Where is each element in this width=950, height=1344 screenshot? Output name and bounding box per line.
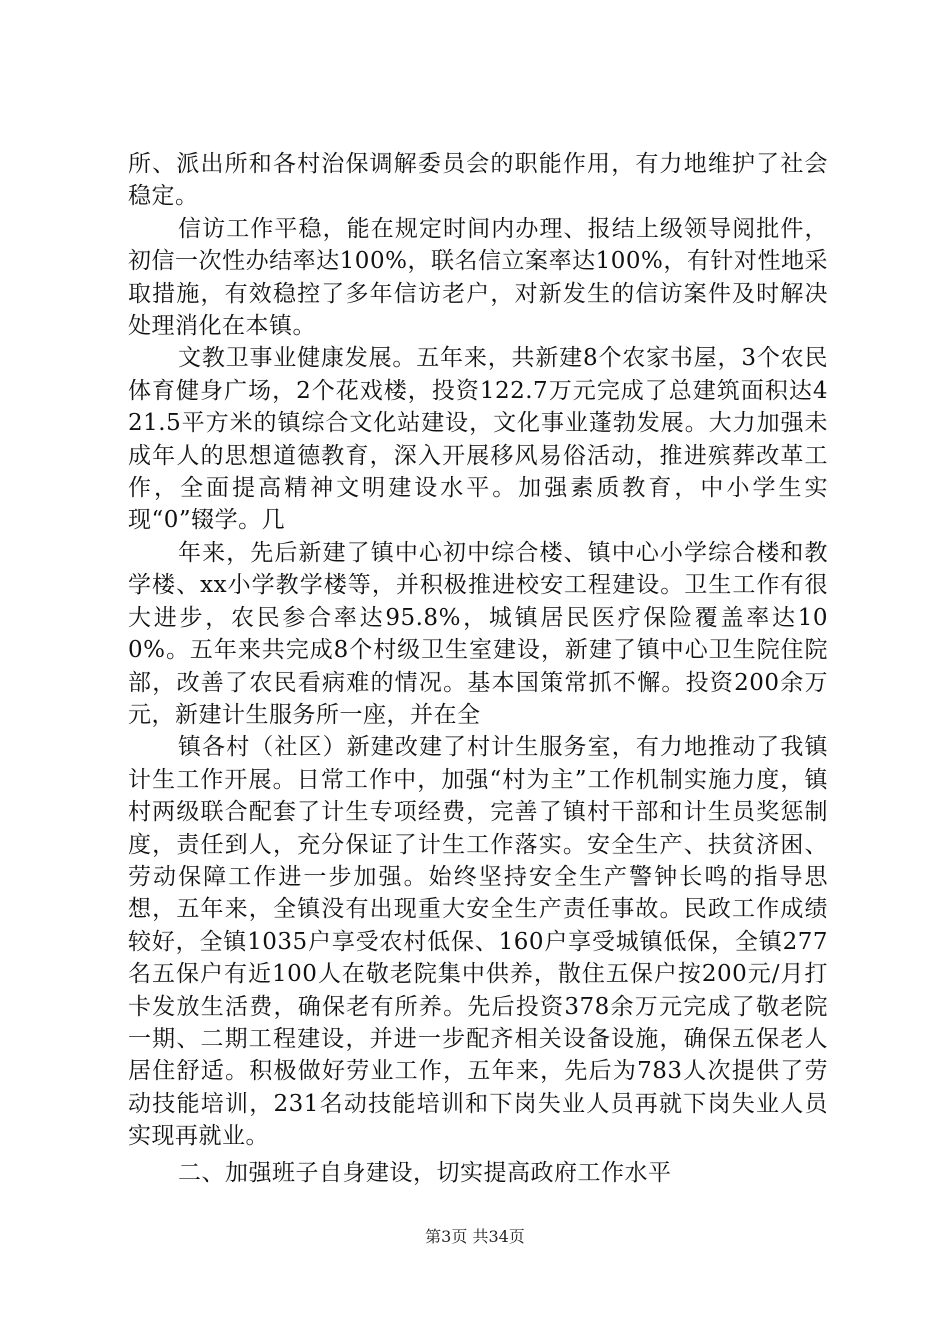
- paragraph-family-planning-safety: 镇各村（社区）新建改建了村计生服务室，有力地推动了我镇计生工作开展。日常工作中，加强“村为主”工作机制实施力度，镇村两级联合配套了计生专项经费，完善了镇村干部和计生员奖惩制度，责任到人，充分保证了计生工作落实。安全生产、扶贫济困、劳动保障工作进一步加强。始终坚持安全生产警钟长鸣的指导思想，五年来，全镇没有出现重大安全生产责任事故。民政工作成绩较好，全镇1035户享受农村低保、160户享受城镇低保，全镇277名五保户有近100人在敬老院集中供养，散住五保户按200元/月打卡发放生活费，确保老有所养。先后投资378余万元完成了敬老院一期、二期工程建设，并进一步配齐相关设备设施，确保五保老人居住舒适。积极做好劳业工作，五年来，先后为783人次提供了劳动技能培训，231名动技能培训和下岗失业人员再就下岗失业人员实现再就业。: [128, 734, 828, 1150]
- paragraph-schools-health: 年来，先后新建了镇中心初中综合楼、镇中心小学综合楼和教学楼、xx小学教学楼等，并积极推进校安工程建设。卫生工作有很大进步，农民参合率达95.8%，城镇居民医疗保险覆盖率达100%。五年来共完成8个村级卫生室建设，新建了镇中心卫生院住院部，改善了农民看病难的情况。基本国策常抓不懈。投资200余万元，新建计生服务所一座，并在全: [128, 539, 828, 728]
- section-heading: 二、加强班子自身建设，切实提高政府工作水平: [178, 1159, 672, 1186]
- paragraph-culture-education-health: 文教卫事业健康发展。五年来，共新建8个农家书屋，3个农民体育健身广场，2个花戏楼，投资122.7万元完成了总建筑面积达421.5平方米的镇综合文化站建设，文化事业蓬勃发展。大力加强未成年人的思想道德教育，深入开展移风易俗活动，推进殡葬改革工作，全面提高精神文明建设水平。加强素质教育，中小学生实现“0”辍学。几: [128, 345, 828, 534]
- page-number-label: 第3页 共34页: [425, 1227, 525, 1246]
- document-body: [128, 148, 828, 1189]
- paragraph-social-stability: 所、派出所和各村治保调解委员会的职能作用，有力地维护了社会稳定。: [128, 151, 828, 210]
- paragraph-petition-work: 信访工作平稳，能在规定时间内办理、报结上级领导阅批件，初信一次性办结率达100%，联名信立案率达100%，有针对性地采取措施，有效稳控了多年信访老户，对新发生的信访案件及时解决处理消化在本镇。: [128, 215, 828, 340]
- page-footer: [0, 1224, 950, 1247]
